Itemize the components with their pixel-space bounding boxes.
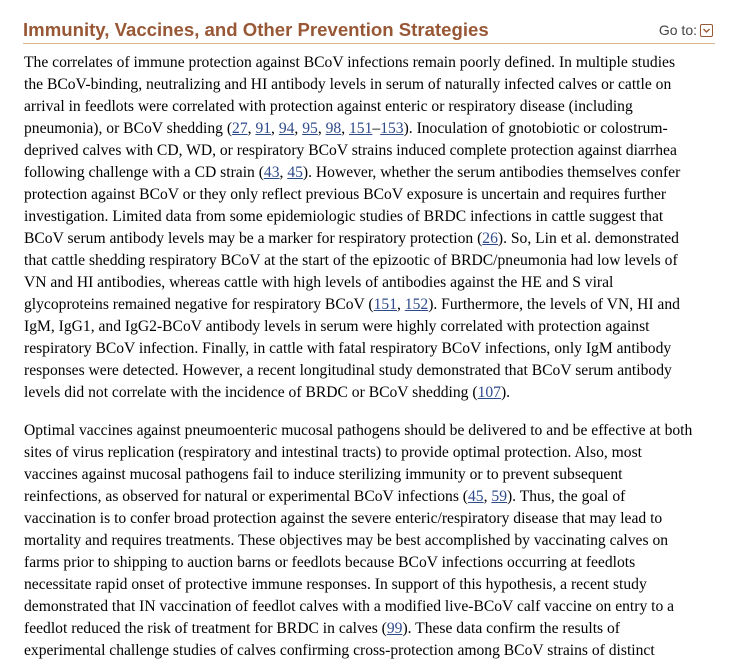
reference-link[interactable]: 99 (386, 620, 403, 637)
article-body (24, 52, 716, 661)
reference-link[interactable]: 26 (482, 230, 498, 247)
text-segment: reinfections, as observed for natural or experimental BCoV infections ( (24, 488, 468, 505)
text-segment: , (271, 120, 279, 137)
text-segment: mortality and requires treatments. These objectives may be best accomplished by vaccinating calves on (24, 532, 669, 549)
text-segment: IgM, IgG1, and IgG2-BCoV antibody levels in serum were highly correlated with protection against (24, 318, 650, 335)
text-line (24, 464, 716, 486)
text-segment: that cattle shedding respiratory BCoV at the start of the epizootic of BRDC/pneumonia had low levels of (24, 252, 678, 269)
text-line (24, 316, 716, 338)
reference-link[interactable]: 91 (255, 120, 272, 137)
text-segment: , (247, 120, 256, 137)
text-segment: investigation. Limited data from some epidemiologic studies of BRDC infections in cattle suggest that (24, 208, 664, 225)
text-line (24, 250, 716, 272)
text-segment: , (279, 164, 288, 181)
reference-link[interactable]: 151 (373, 296, 397, 313)
text-segment: ). These data confirm the results of (402, 620, 620, 637)
paragraph (24, 420, 716, 661)
text-line (24, 442, 716, 464)
reference-link[interactable]: 94 (278, 120, 295, 137)
reference-link[interactable]: 152 (404, 296, 429, 313)
reference-link[interactable]: 45 (468, 488, 484, 505)
text-line (24, 74, 716, 96)
text-segment: , (317, 120, 326, 137)
text-segment: demonstrated that IN vaccination of feedlot calves with a modified live-BCoV calf vaccine on entry to a (24, 598, 675, 615)
text-segment: The correlates of immune protection against BCoV infections remain poorly defined. In multiple studies (24, 54, 676, 71)
text-line (24, 184, 716, 206)
text-line (24, 574, 716, 596)
text-segment: farms prior to shipping to auction barns or feedlots because BCoV infections occurring at feedlots (24, 554, 636, 571)
chevron-down-icon-glyph (701, 25, 712, 36)
text-segment: necessitate rapid onset of protective immune responses. In support of this hypothesis, a recent study (24, 576, 647, 593)
reference-link[interactable]: 107 (477, 384, 501, 401)
reference-link[interactable]: 27 (232, 120, 248, 137)
text-segment: respiratory BCoV infection. Finally, in cattle with fatal respiratory BCoV infections, only IgM antibody (24, 340, 672, 357)
text-line (24, 294, 716, 316)
text-line (24, 486, 716, 508)
text-segment: , (483, 488, 492, 505)
text-segment: deprived calves with CD, WD, or respiratory BCoV strains induced complete protection against diarrhea (24, 142, 677, 159)
text-segment: vaccines against mucosal pathogens fail to induce sterilizing immunity or to prevent subsequent (24, 466, 623, 483)
text-segment: feedlot reduced the risk of treatment for BRDC in calves ( (24, 620, 387, 637)
section-title: Immunity, Vaccines, and Other Prevention Strategies (23, 19, 489, 40)
text-line (24, 360, 716, 382)
reference-link[interactable]: 151 (349, 120, 373, 137)
text-line (24, 272, 716, 294)
text-segment: ). (500, 384, 511, 401)
text-line (24, 162, 716, 184)
text-segment: , (341, 120, 349, 137)
text-segment: ). Furthermore, the levels of VN, HI and (428, 296, 680, 313)
text-segment: following challenge with a CD strain ( (24, 164, 264, 181)
text-segment: , (294, 120, 303, 137)
text-segment: sites of virus replication (respiratory and intestinal tracts) to provide optimal protection. Also, most (24, 444, 642, 461)
reference-link[interactable]: 153 (380, 120, 404, 137)
reference-link[interactable]: 45 (287, 164, 303, 181)
text-segment: ). Inoculation of gnotobiotic or colostrum- (403, 120, 668, 137)
text-segment: experimental challenge studies of calves confirming cross-protection among BCoV strains of distinct (24, 642, 655, 659)
paragraph (24, 52, 716, 404)
reference-link[interactable]: 98 (325, 120, 342, 137)
text-segment: , (397, 296, 405, 313)
text-segment: VN and HI antibodies, whereas cattle with high levels of antibodies against the HE and S viral (24, 274, 614, 291)
text-segment: responses were detected. However, a recent longitudinal study demonstrated that BCoV serum antibody (24, 362, 672, 379)
text-line (24, 140, 716, 162)
text-segment: ). However, whether the serum antibodies themselves confer (302, 164, 681, 181)
section-header (23, 19, 715, 44)
text-line (24, 420, 716, 442)
text-segment: ). Thus, the goal of (506, 488, 626, 505)
reference-link[interactable]: 43 (263, 164, 280, 181)
text-segment: glycoproteins remained negative for respiratory BCoV ( (24, 296, 374, 313)
text-segment: protection against BCoV or they only reflect previous BCoV exposure is uncertain and requires further (24, 186, 667, 203)
text-line (24, 228, 716, 250)
reference-link[interactable]: 95 (302, 120, 318, 137)
text-line (24, 52, 716, 74)
goto-label[interactable]: Go to: (658, 22, 697, 38)
text-line (24, 618, 716, 640)
text-line (24, 382, 716, 404)
chevron-down-icon[interactable] (700, 24, 713, 37)
text-line (24, 530, 716, 552)
text-line (24, 338, 716, 360)
text-line (24, 96, 716, 118)
text-line (24, 508, 716, 530)
text-segment: vaccination is to confer broad protection against the severe enteric/respiratory disease that may lead to (24, 510, 663, 527)
text-segment: – (372, 120, 381, 137)
text-segment: pneumonia), or BCoV shedding ( (24, 120, 233, 137)
text-segment: Optimal vaccines against pneumoenteric mucosal pathogens should be delivered to and be effective at both (24, 422, 693, 439)
reference-link[interactable]: 59 (491, 488, 507, 505)
text-line (24, 596, 716, 618)
text-line (24, 552, 716, 574)
text-segment: arrival in feedlots were correlated with protection against enteric or respiratory disease (including (24, 98, 633, 115)
text-segment: the BCoV-binding, neutralizing and HI antibody levels in serum of naturally infected calves or cattle on (24, 76, 672, 93)
text-line (24, 640, 716, 661)
text-segment: ). So, Lin et al. demonstrated (497, 230, 679, 247)
goto-menu[interactable] (659, 22, 713, 38)
text-segment: BCoV serum antibody levels may be a marker for respiratory protection ( (24, 230, 483, 247)
text-line (24, 118, 716, 140)
text-segment: levels did not correlate with the incidence of BRDC or BCoV shedding ( (24, 384, 478, 401)
text-line (24, 206, 716, 228)
